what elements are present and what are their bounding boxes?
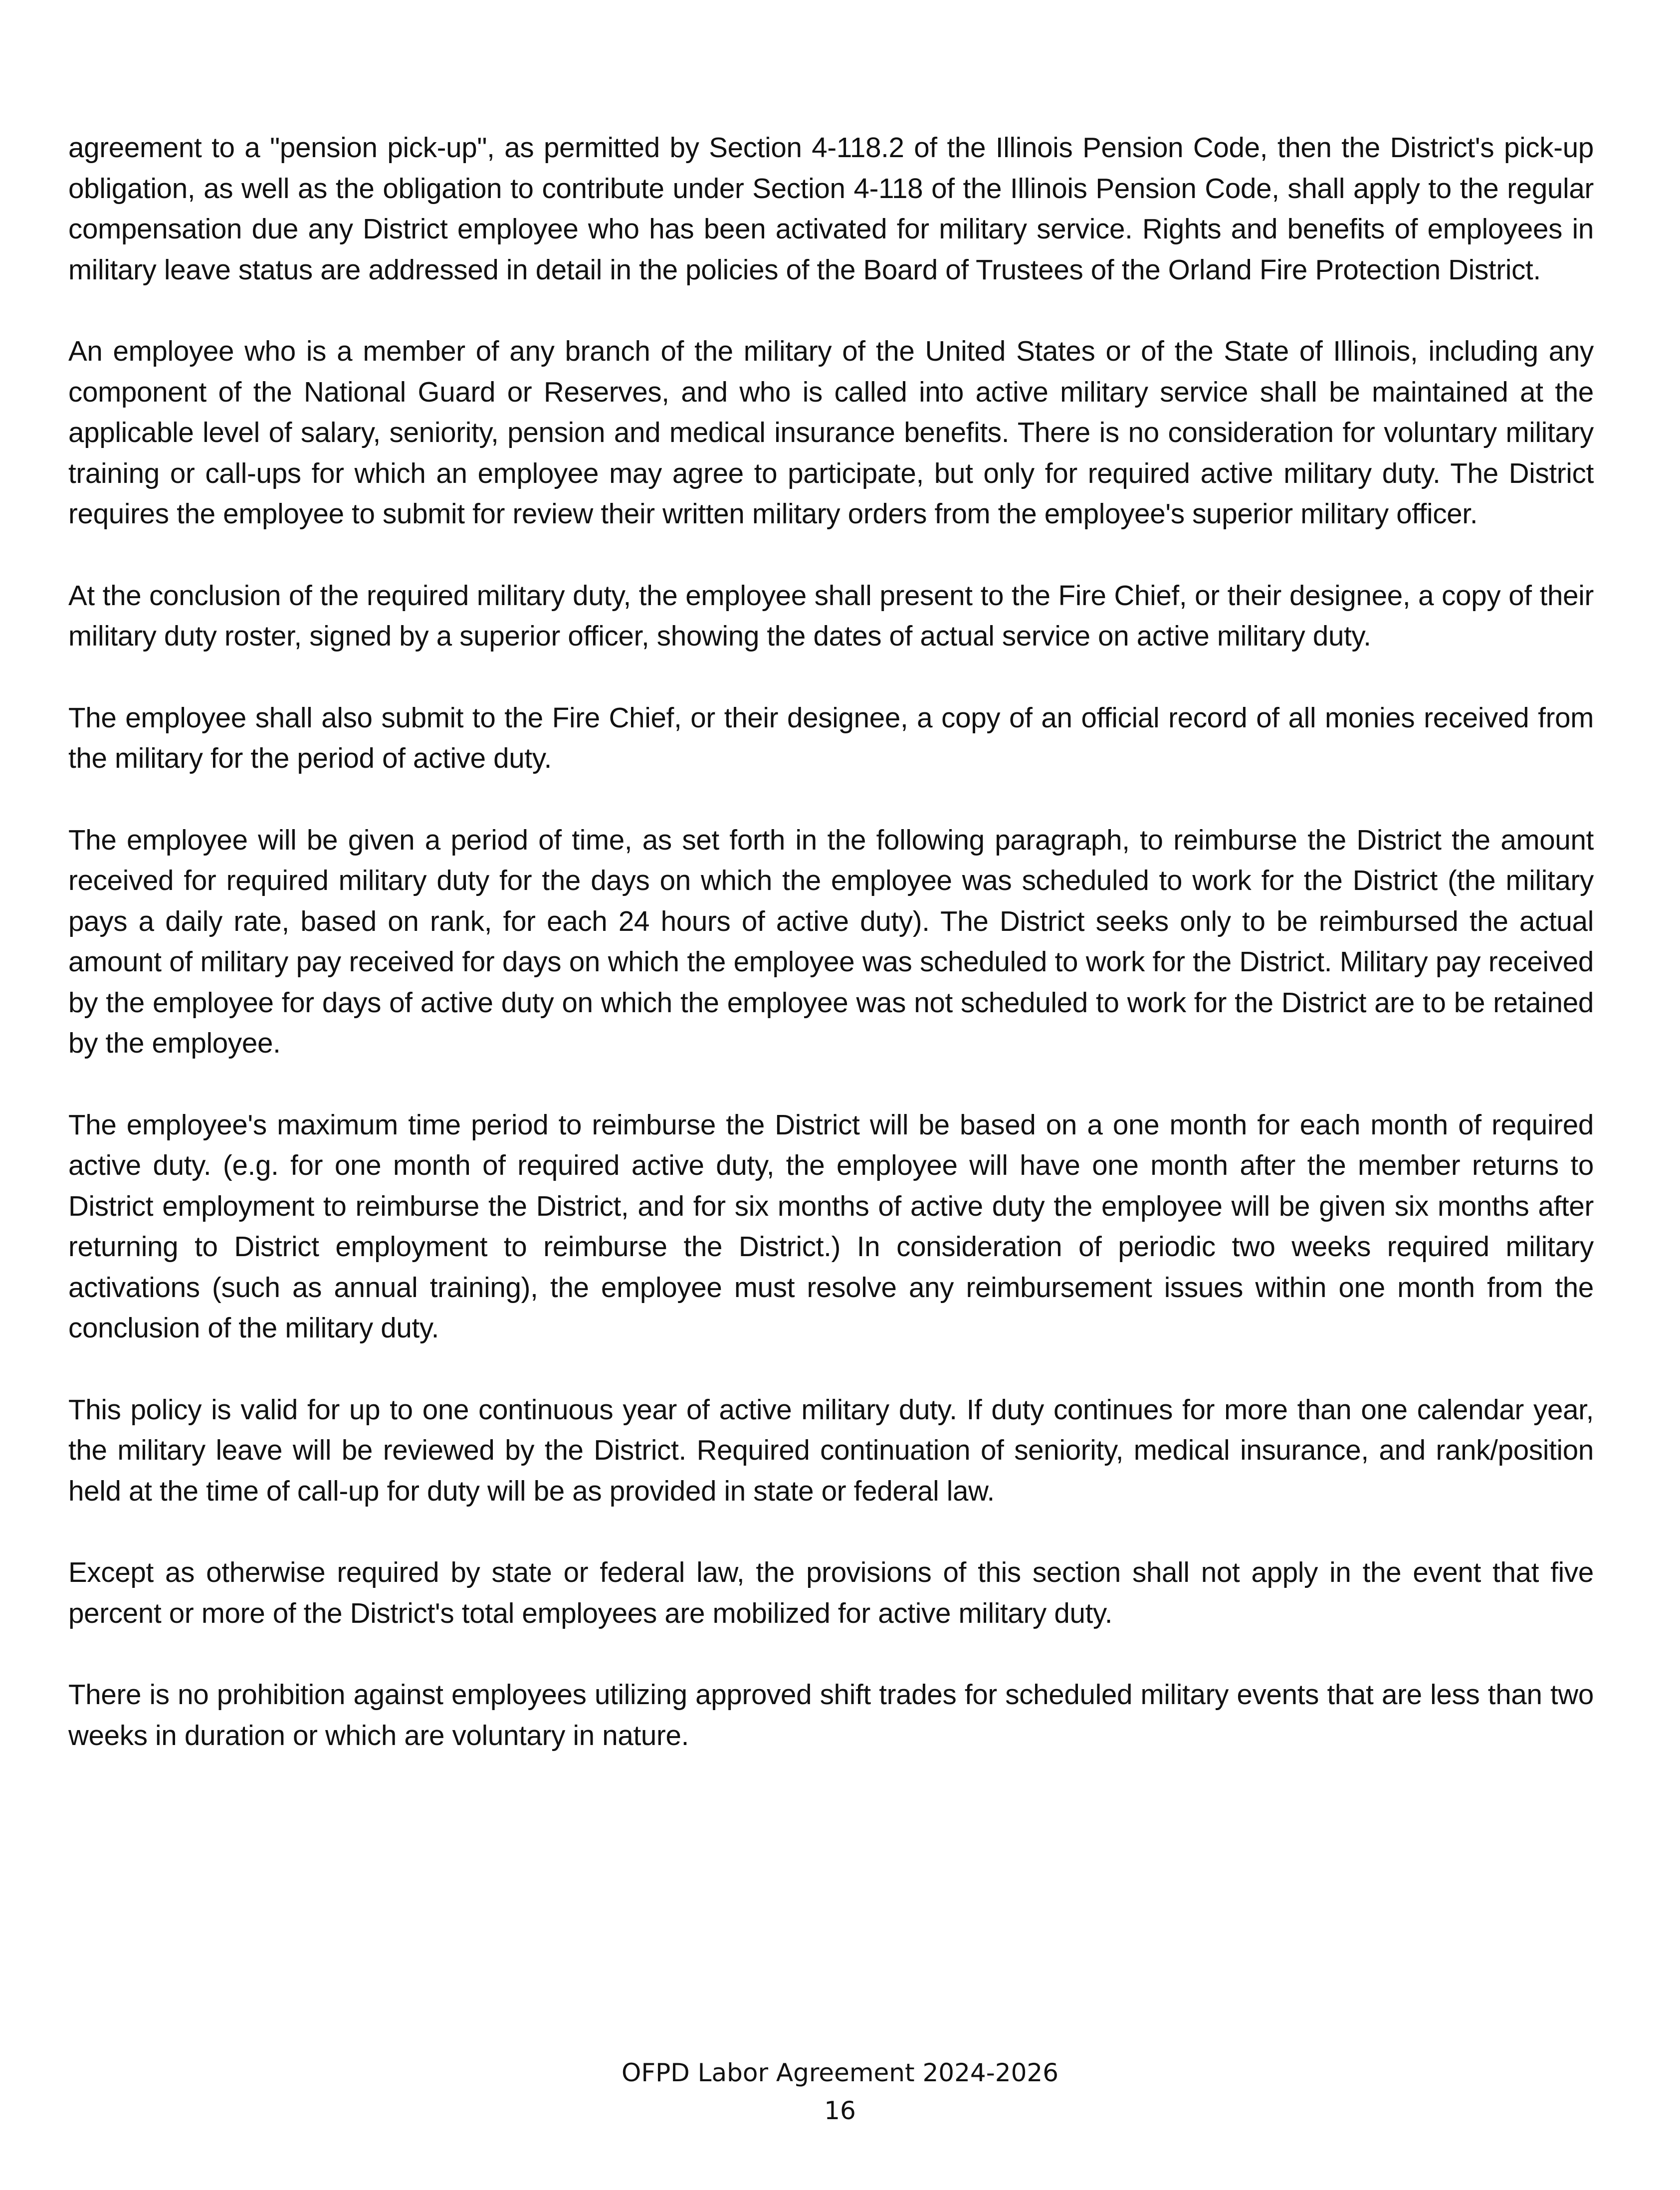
paragraph-pension-pickup: agreement to a "pension pick-up", as permitted by Section 4-118.2 of the Illinois Pension Code, then the District's pick-up obligation, as well as the obligation to contribute under Section 4-118 of the Illinois Pension Code, shall apply to the regular compensation due any District employee who has been activated for military service. Rights and benefits of employees in military leave status are addressed in detail in the policies of the Board of Trustees of the Orland Fire Protection District.	[68, 132, 1594, 285]
document-body	[68, 127, 1594, 1796]
page-number: 16	[824, 2096, 856, 2125]
paragraph-mobilization-exception: Except as otherwise required by state or federal law, the provisions of this section shall not apply in the event that five percent or more of the District's total employees are mobilized for active military duty.	[68, 1556, 1594, 1629]
footer-title: OFPD Labor Agreement 2024-2026	[621, 2058, 1059, 2087]
paragraph-reimbursement-period: The employee's maximum time period to reimburse the District will be based on a one month for each month of required active duty. (e.g. for one month of required active duty, the employee will have one month after the member returns to District employment to reimburse the District, and for six months of active duty the employee will be given six months after returning to District employment to reimburse the District.) In consideration of periodic two weeks required military activations (such as annual training), the employee must resolve any reimbursement issues within one month from the conclusion of the military duty.	[68, 1108, 1594, 1343]
paragraph-policy-validity: This policy is valid for up to one continuous year of active military duty. If duty continues for more than one calendar year, the military leave will be reviewed by the District. Required continuation of seniority, medical insurance, and rank/position held at the time of call-up for duty will be as provided in state or federal law.	[68, 1393, 1594, 1507]
paragraph-military-service-benefits: An employee who is a member of any branch of the military of the United States or of the State of Illinois, including any component of the National Guard or Reserves, and who is called into active military service shall be maintained at the applicable level of salary, seniority, pension and medical insurance benefits. There is no consideration for voluntary military training or call-ups for which an employee may agree to participate, but only for required active military duty. The District requires the employee to submit for review their written military orders from the employee's superior military officer.	[68, 335, 1594, 529]
paragraph-reimbursement: The employee will be given a period of time, as set forth in the following paragraph, to reimburse the District the amount received for required military duty for the days on which the employee was scheduled to work for the District (the military pays a daily rate, based on rank, for each 24 hours of active duty). The District seeks only to be reimbursed the actual amount of military pay received for days on which the employee was scheduled to work for the District. Military pay received by the employee for days of active duty on which the employee was not scheduled to work for the District are to be retained by the employee.	[68, 824, 1594, 1059]
paragraph-shift-trades: There is no prohibition against employees utilizing approved shift trades for scheduled military events that are less than two weeks in duration or which are voluntary in nature.	[68, 1679, 1594, 1751]
paragraph-monies-record: The employee shall also submit to the Fire Chief, or their designee, a copy of an official record of all monies received from the military for the period of active duty.	[68, 701, 1594, 774]
paragraph-duty-roster: At the conclusion of the required military duty, the employee shall present to the Fire Chief, or their designee, a copy of their military duty roster, signed by a superior officer, showing the dates of actual service on active military duty.	[68, 579, 1594, 652]
